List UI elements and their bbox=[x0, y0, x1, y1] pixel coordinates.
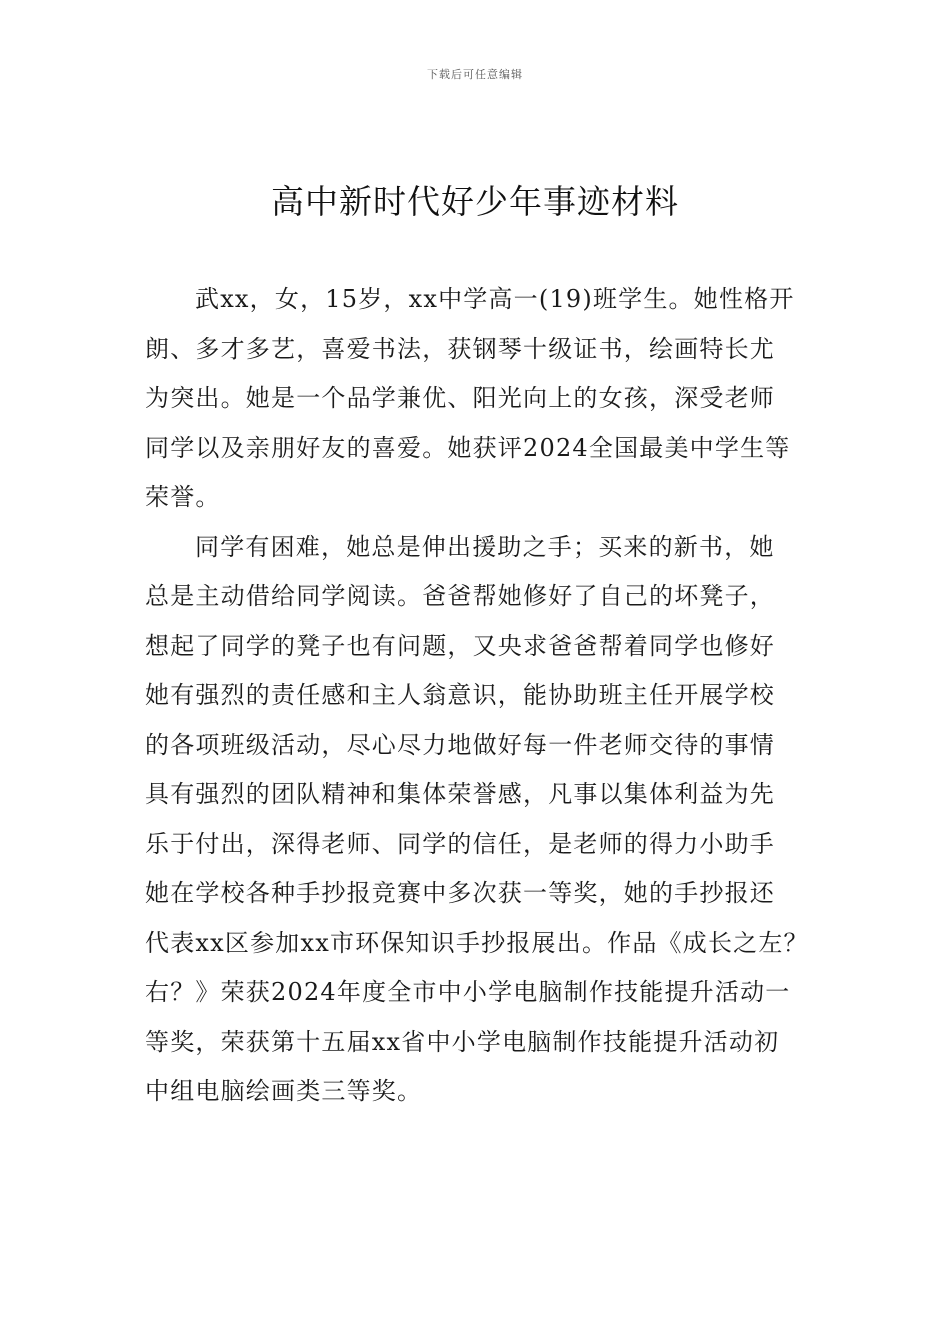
text-line: 同学有困难，她总是伸出援助之手；买来的新书，她 bbox=[195, 532, 775, 561]
document-body bbox=[145, 275, 835, 1117]
text-line: 右？》荣获2024年度全市中小学电脑制作技能提升活动一 bbox=[145, 978, 791, 1006]
text-line: 为突出。她是一个品学兼优、阳光向上的女孩，深受老师 bbox=[145, 384, 775, 412]
text-line: 代表xx区参加xx市环保知识手抄报展出。作品《成长之左？ bbox=[145, 928, 809, 957]
text-line: 中组电脑绘画类三等奖。 bbox=[145, 1077, 423, 1105]
text-line: 总是主动借给同学阅读。爸爸帮她修好了自己的坏凳子， bbox=[145, 582, 775, 610]
text-line: 的各项班级活动，尽心尽力地做好每一件老师交待的事情 bbox=[145, 730, 775, 759]
text-line: 她有强烈的责任感和主人翁意识，能协助班主任开展学校 bbox=[145, 681, 775, 709]
text-line: 朗、多才多艺，喜爱书法，获钢琴十级证书，绘画特长尤 bbox=[145, 334, 775, 363]
text-line: 武xx，女，15岁，xx中学高一(19)班学生。她性格开 bbox=[195, 285, 795, 313]
document-title: 高中新时代好少年事迹材料 bbox=[271, 182, 679, 221]
text-line: 同学以及亲朋好友的喜爱。她获评2024全国最美中学生等 bbox=[145, 433, 791, 462]
text-line: 等奖，荣获第十五届xx省中小学电脑制作技能提升活动初 bbox=[145, 1027, 780, 1056]
text-line: 想起了同学的凳子也有问题，又央求爸爸帮着同学也修好 bbox=[145, 631, 775, 660]
text-line: 荣誉。 bbox=[145, 483, 221, 511]
text-line: 她在学校各种手抄报竞赛中多次获一等奖，她的手抄报还 bbox=[145, 879, 775, 907]
paragraph-1 bbox=[145, 275, 835, 523]
text-line: 具有强烈的团队精神和集体荣誉感，凡事以集体利益为先 bbox=[145, 780, 775, 808]
paragraph-2 bbox=[145, 523, 835, 1117]
header-note: 下载后可任意编辑 bbox=[427, 68, 523, 81]
text-line: 乐于付出，深得老师、同学的信任，是老师的得力小助手 bbox=[145, 829, 775, 858]
